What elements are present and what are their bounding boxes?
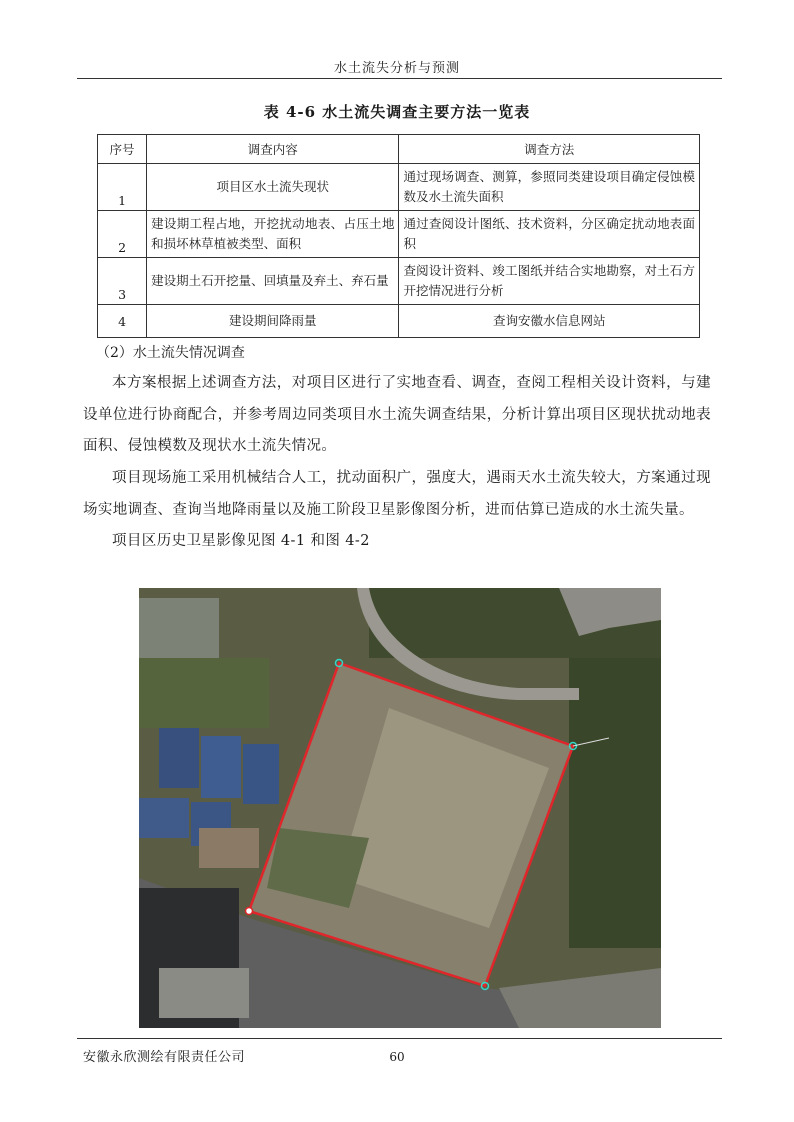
survey-methods-table [97,134,700,338]
header-divider [77,78,722,79]
survey-method-cell: 通过查阅设计图纸、技术资料，分区确定扰动地表面积 [399,211,700,258]
vegetation-area [569,658,661,948]
table-row [98,305,700,338]
row-number: 4 [98,305,147,338]
section-heading: （2）水土流失情况调查 [96,345,245,361]
survey-content-cell: 建设期间降雨量 [147,305,399,338]
running-header-title: 水土流失分析与预测 [333,61,460,76]
vegetation-area [139,658,269,728]
column-header-no: 序号 [98,135,147,164]
table-row [98,164,700,211]
table-row [98,258,700,305]
building-roof [199,828,259,868]
survey-content-cell: 项目区水土流失现状 [147,164,399,211]
row-number: 2 [98,211,147,258]
survey-content-cell: 建设期工程占地，开挖扰动地表、占压土地和损坏林草植被类型、面积 [147,211,399,258]
body-paragraph: 本方案根据上述调查方法，对项目区进行了实地查看、调查，查阅工程相关设计资料，与建设单位进行协商配合，并参考周边同类项目水土流失调查结果，分析计算出项目区现状扰动地表面积、侵蚀模数及现状水土流失情况。 [83,375,711,454]
body-paragraph: 项目现场施工采用机械结合人工，扰动面积广，强度大，遇雨天水土流失较大，方案通过现场实地调查、查询当地降雨量以及施工阶段卫星影像图分析，进而估算已造成的水土流失量。 [83,470,711,518]
building-roof [159,728,199,788]
satellite-image [139,588,661,1028]
row-number: 3 [98,258,147,305]
column-header-content: 调查内容 [147,135,399,164]
survey-method-cell: 查询安徽水信息网站 [399,305,700,338]
survey-method-cell: 查阅设计资料、竣工图纸并结合实地勘察，对土石方开挖情况进行分析 [399,258,700,305]
survey-content-cell: 建设期土石开挖量、回填量及弃土、弃石量 [147,258,399,305]
survey-method-cell: 通过现场调查、测算，参照同类建设项目确定侵蚀模数及水土流失面积 [399,164,700,211]
page-number: 60 [389,1050,405,1064]
column-header-method: 调查方法 [399,135,700,164]
table-row [98,211,700,258]
building-roof [201,736,241,798]
body-paragraph: 项目区历史卫星影像见图 4-1 和图 4-2 [112,533,370,549]
table-header-row [98,135,700,164]
footer-divider [77,1038,722,1039]
row-number: 1 [98,164,147,211]
building-roof [159,968,249,1018]
building-roof [243,744,279,804]
building-roof [139,598,219,658]
footer-company-name: 安徽永欣测绘有限责任公司 [83,1050,246,1065]
satellite-image-drawing [139,588,661,1028]
building-roof [139,798,189,838]
boundary-marker [246,908,253,915]
table-caption: 表 4-6 水土流失调查主要方法一览表 [263,103,531,121]
